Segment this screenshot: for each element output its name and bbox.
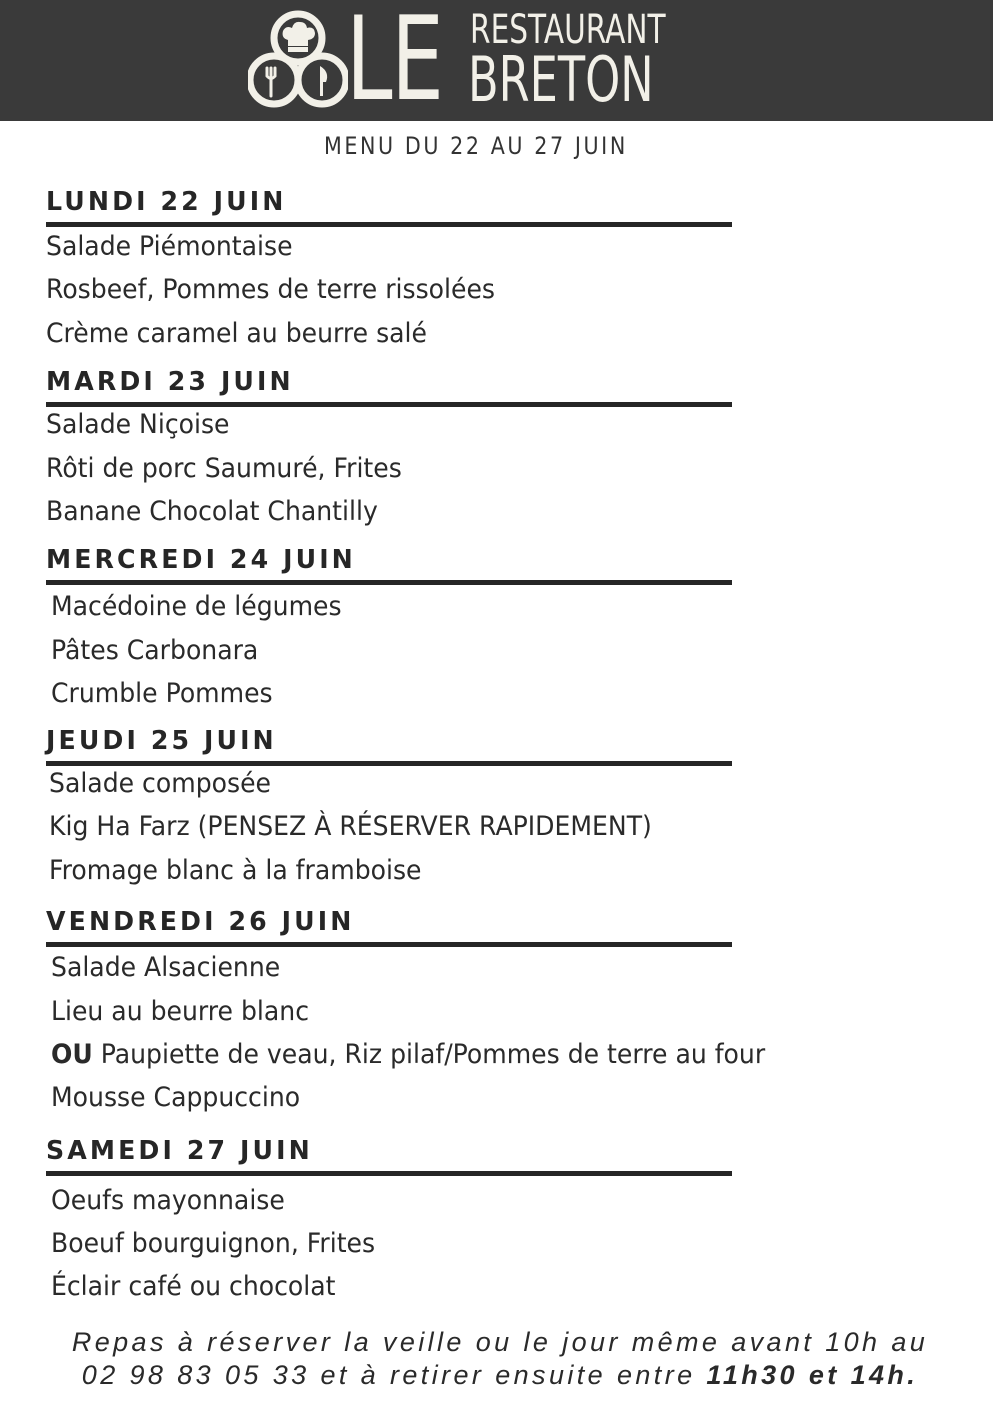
menu-subtitle: MENU DU 22 AU 27 JUIN <box>324 132 628 160</box>
footer-line-2-text: et à retirer ensuite entre <box>309 1360 707 1390</box>
dish-item: Crumble Pommes <box>51 678 273 709</box>
day-section-samedi <box>46 1136 732 1176</box>
divider <box>46 222 732 227</box>
footer-line-2 <box>20 1359 980 1392</box>
logo-breton-text: BRETON <box>468 43 654 116</box>
dish-item: Crème caramel au beurre salé <box>46 318 427 349</box>
day-title: LUNDI 22 JUIN <box>46 187 287 217</box>
day-section-jeudi <box>46 726 732 766</box>
day-section-mardi <box>46 367 732 407</box>
day-title: JEUDI 25 JUIN <box>46 726 277 756</box>
dish-item: Macédoine de légumes <box>51 591 342 622</box>
dish-item: Rosbeef, Pommes de terre rissolées <box>46 274 495 305</box>
dish-item-alternative <box>51 1039 765 1071</box>
pickup-hours: 11h30 et 14h. <box>706 1360 919 1390</box>
logo-restaurant-text: RESTAURANT <box>470 7 666 53</box>
divider <box>46 402 732 407</box>
day-section-mercredi <box>46 545 732 585</box>
day-title: MERCREDI 24 JUIN <box>46 545 356 575</box>
dish-item: Éclair café ou chocolat <box>51 1271 336 1302</box>
dish-item: Oeufs mayonnaise <box>51 1185 285 1216</box>
chef-hat-fork-knife-logo-icon <box>248 10 348 110</box>
dish-item: Salade Niçoise <box>46 409 230 440</box>
divider <box>46 1171 732 1176</box>
dish-alternative-text: Paupiette de veau, Riz pilaf/Pommes de terre au four <box>100 1039 766 1070</box>
dish-item: Banane Chocolat Chantilly <box>46 496 378 527</box>
header-banner <box>0 0 993 127</box>
day-title: SAMEDI 27 JUIN <box>46 1136 313 1166</box>
day-section-lundi <box>46 187 732 227</box>
dish-item: Salade Alsacienne <box>51 952 281 983</box>
dish-item: Rôti de porc Saumuré, Frites <box>46 453 402 484</box>
dish-item: Lieu au beurre blanc <box>51 996 310 1027</box>
day-title: MARDI 23 JUIN <box>46 367 294 397</box>
footer-line-1: Repas à réserver la veille ou le jour même avant 10h au <box>71 1327 929 1357</box>
dish-item: Mousse Cappuccino <box>51 1082 301 1113</box>
dish-item: Kig Ha Farz (PENSEZ À RÉSERVER RAPIDEMENT) <box>49 811 652 842</box>
day-title: VENDREDI 26 JUIN <box>46 907 355 937</box>
dish-item: Pâtes Carbonara <box>51 635 259 666</box>
or-label: OU <box>51 1039 93 1070</box>
divider <box>46 942 732 947</box>
dish-item: Salade Piémontaise <box>46 231 293 262</box>
dish-item: Boeuf bourguignon, Frites <box>51 1228 376 1259</box>
day-section-vendredi <box>46 907 732 947</box>
divider <box>46 580 732 585</box>
phone-number: 02 98 83 05 33 <box>81 1360 310 1390</box>
divider <box>46 761 732 766</box>
logo-le-text: LE <box>346 0 443 127</box>
dish-item: Fromage blanc à la framboise <box>49 855 422 886</box>
dish-item: Salade composée <box>49 768 271 799</box>
footer-note <box>20 1326 980 1392</box>
